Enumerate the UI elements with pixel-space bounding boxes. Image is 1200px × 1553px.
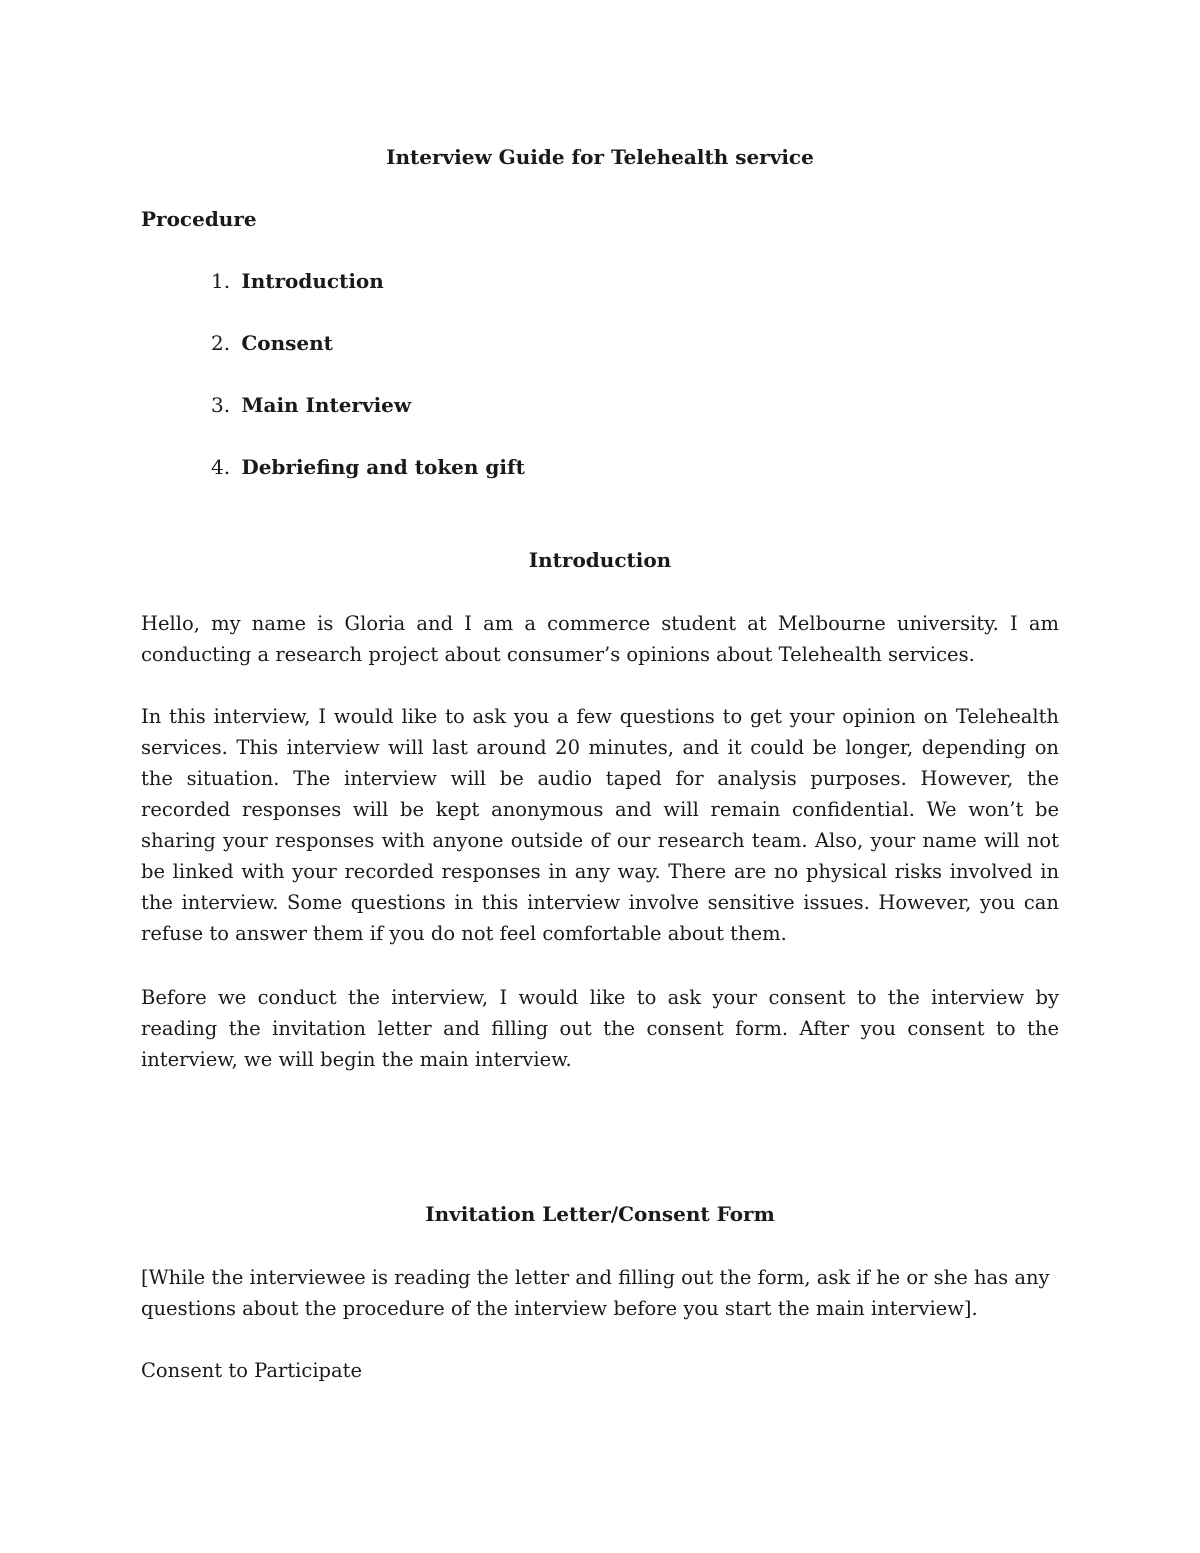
introduction-paragraph-2: In this interview, I would like to ask you a few questions to get your opinion on Telehealth services. This interview will last around 20 minutes, and it could be longer, depending on the situation. The interview will be audio taped for analysis purposes. However, the recorded responses will be kept anonymous and will remain confidential. We won’t be sharing your responses with anyone outside of our research team. Also, your name will not be linked with your recorded responses in any way. There are no physical risks involved in the interview. Some questions in this interview involve sensitive issues. However, you can refuse to answer them if you do not feel comfortable about them. <box>141 705 1059 945</box>
list-item-number: 3. <box>211 393 231 417</box>
list-item-label: Consent <box>241 331 333 355</box>
introduction-heading: Introduction <box>528 548 672 572</box>
list-item-label: Main Interview <box>241 393 412 417</box>
list-item <box>211 267 525 329</box>
list-item-number: 2. <box>211 331 231 355</box>
procedure-list <box>211 267 525 515</box>
consent-instruction: [While the interviewee is reading the letter and filling out the form, ask if he or she has any questions about the procedure of the interview before you start the main interview]. <box>141 1266 1050 1320</box>
list-item <box>211 453 525 515</box>
procedure-heading: Procedure <box>141 207 257 231</box>
consent-heading: Invitation Letter/Consent Form <box>425 1202 775 1226</box>
document-title: Interview Guide for Telehealth service <box>386 145 814 169</box>
introduction-paragraph-3: Before we conduct the interview, I would like to ask your consent to the interview by reading the invitation letter and filling out the consent form. After you consent to the interview, we will begin the main interview. <box>141 986 1059 1071</box>
list-item-label: Debriefing and token gift <box>241 455 525 479</box>
list-item-number: 1. <box>211 269 231 293</box>
list-item-number: 4. <box>211 455 231 479</box>
list-item-label: Introduction <box>241 269 384 293</box>
list-item <box>211 391 525 453</box>
list-item <box>211 329 525 391</box>
consent-subheading: Consent to Participate <box>141 1359 363 1382</box>
introduction-paragraph-1: Hello, my name is Gloria and I am a commerce student at Melbourne university. I am conducting a research project about consumer’s opinions about Telehealth services. <box>141 612 1059 666</box>
